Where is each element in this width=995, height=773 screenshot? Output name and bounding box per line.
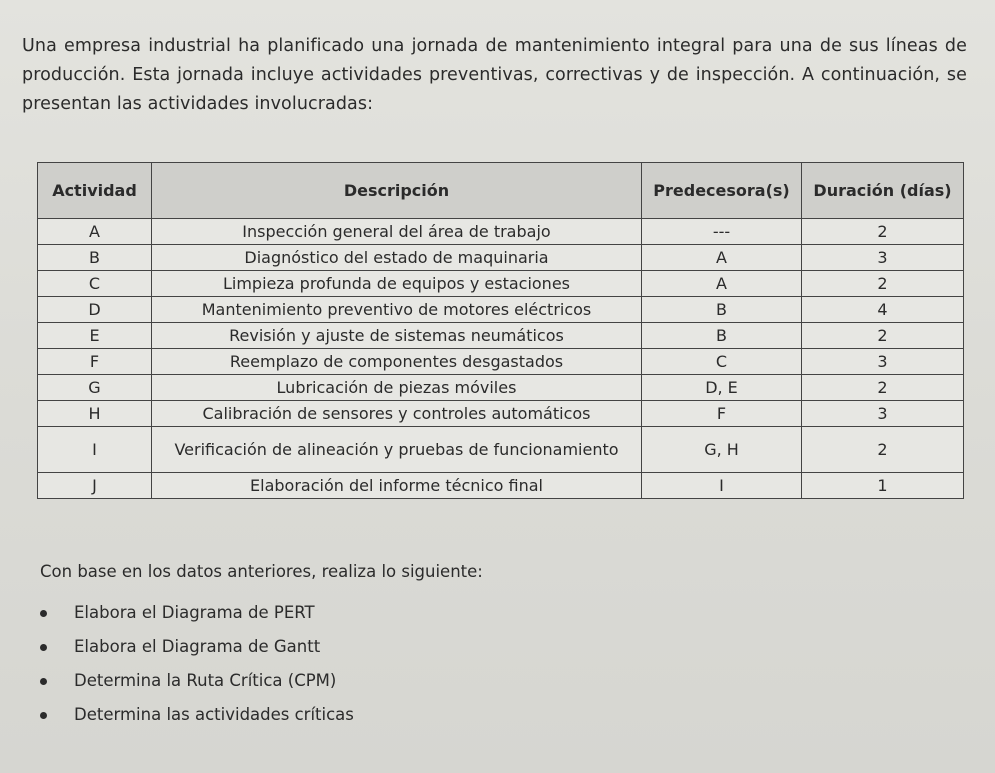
list-item bbox=[40, 664, 354, 698]
cell-activity: E bbox=[38, 323, 152, 349]
cell-activity: J bbox=[38, 473, 152, 499]
cell-description: Mantenimiento preventivo de motores eléctricos bbox=[152, 297, 642, 323]
cell-predecessors: D, E bbox=[642, 375, 802, 401]
task-list bbox=[40, 596, 354, 732]
activities-table bbox=[37, 162, 964, 499]
header-activity: Actividad bbox=[38, 163, 152, 219]
cell-activity: D bbox=[38, 297, 152, 323]
bullet-icon bbox=[40, 644, 47, 651]
cell-duration: 4 bbox=[802, 297, 964, 323]
cell-predecessors: A bbox=[642, 271, 802, 297]
header-description: Descripción bbox=[152, 163, 642, 219]
cell-description: Diagnóstico del estado de maquinaria bbox=[152, 245, 642, 271]
cell-predecessors: I bbox=[642, 473, 802, 499]
header-duration: Duración (días) bbox=[802, 163, 964, 219]
cell-duration: 3 bbox=[802, 349, 964, 375]
cell-predecessors: --- bbox=[642, 219, 802, 245]
header-predecessors: Predecesora(s) bbox=[642, 163, 802, 219]
cell-description: Elaboración del informe técnico final bbox=[152, 473, 642, 499]
cell-description: Lubricación de piezas móviles bbox=[152, 375, 642, 401]
cell-predecessors: B bbox=[642, 323, 802, 349]
cell-activity: A bbox=[38, 219, 152, 245]
cell-activity: B bbox=[38, 245, 152, 271]
table-row bbox=[38, 375, 964, 401]
cell-activity: C bbox=[38, 271, 152, 297]
table-row bbox=[38, 349, 964, 375]
cell-predecessors: A bbox=[642, 245, 802, 271]
cell-duration: 2 bbox=[802, 271, 964, 297]
bullet-icon bbox=[40, 678, 47, 685]
table-row bbox=[38, 427, 964, 473]
table-row bbox=[38, 219, 964, 245]
cell-duration: 3 bbox=[802, 245, 964, 271]
cell-activity: I bbox=[38, 427, 152, 473]
table-row bbox=[38, 271, 964, 297]
cell-description: Reemplazo de componentes desgastados bbox=[152, 349, 642, 375]
cell-predecessors: B bbox=[642, 297, 802, 323]
cell-duration: 2 bbox=[802, 323, 964, 349]
bullet-icon bbox=[40, 712, 47, 719]
intro-paragraph: Una empresa industrial ha planificado una jornada de mantenimiento integral para una de sus líneas de producción. Esta jornada incluye actividades preventivas, correctivas y de inspección. A continuación, se presentan las actividades involucradas: bbox=[22, 35, 967, 114]
cell-predecessors: G, H bbox=[642, 427, 802, 473]
cell-predecessors: F bbox=[642, 401, 802, 427]
table-row bbox=[38, 323, 964, 349]
task-label: Elabora el Diagrama de PERT bbox=[74, 603, 315, 622]
table-row bbox=[38, 297, 964, 323]
cell-description: Limpieza profunda de equipos y estaciones bbox=[152, 271, 642, 297]
task-label: Elabora el Diagrama de Gantt bbox=[74, 637, 321, 656]
cell-predecessors: C bbox=[642, 349, 802, 375]
task-label: Determina las actividades críticas bbox=[74, 705, 354, 724]
table-header-row bbox=[38, 163, 964, 219]
cell-duration: 3 bbox=[802, 401, 964, 427]
cell-description: Inspección general del área de trabajo bbox=[152, 219, 642, 245]
cell-activity: G bbox=[38, 375, 152, 401]
cell-activity: H bbox=[38, 401, 152, 427]
cell-description: Calibración de sensores y controles automáticos bbox=[152, 401, 642, 427]
cell-duration: 2 bbox=[802, 375, 964, 401]
bullet-icon bbox=[40, 610, 47, 617]
cell-duration: 2 bbox=[802, 427, 964, 473]
table-row bbox=[38, 245, 964, 271]
cell-description: Verificación de alineación y pruebas de funcionamiento bbox=[152, 427, 642, 473]
list-item bbox=[40, 698, 354, 732]
table-row bbox=[38, 401, 964, 427]
cell-duration: 1 bbox=[802, 473, 964, 499]
table-row bbox=[38, 473, 964, 499]
list-item bbox=[40, 630, 354, 664]
cell-activity: F bbox=[38, 349, 152, 375]
activities-table-container bbox=[37, 162, 963, 499]
cell-duration: 2 bbox=[802, 219, 964, 245]
list-item bbox=[40, 596, 354, 630]
cell-description: Revisión y ajuste de sistemas neumáticos bbox=[152, 323, 642, 349]
task-label: Determina la Ruta Crítica (CPM) bbox=[74, 671, 337, 690]
instructions-text: Con base en los datos anteriores, realiza lo siguiente: bbox=[40, 562, 483, 581]
